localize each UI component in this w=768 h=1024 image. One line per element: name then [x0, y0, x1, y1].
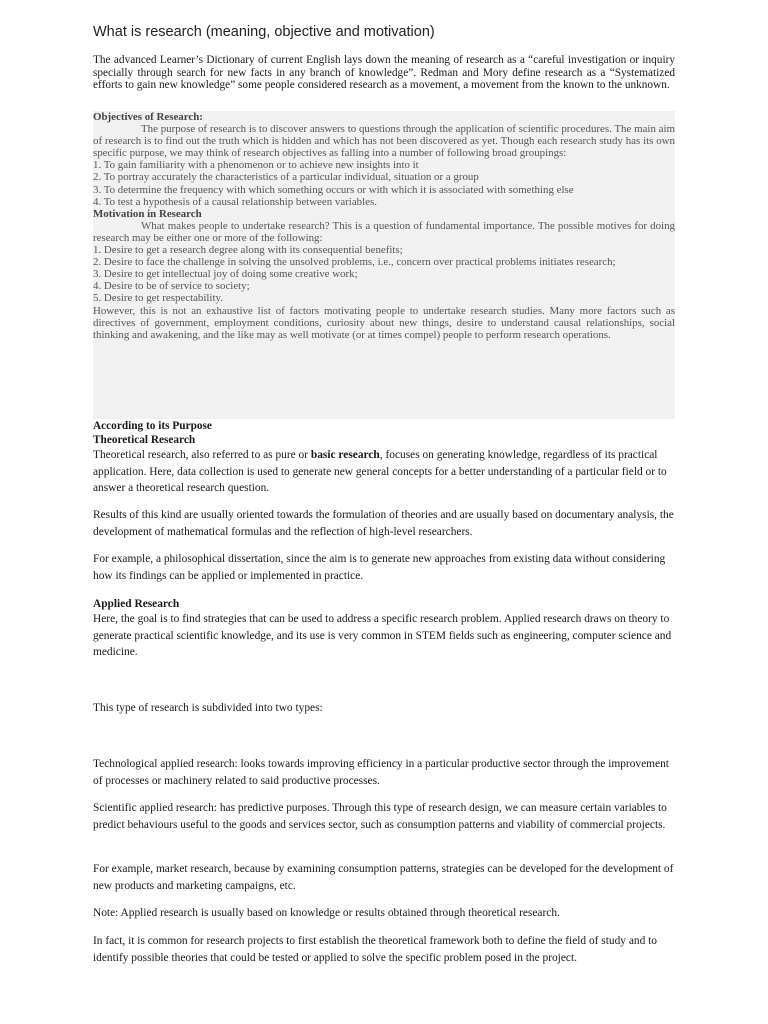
- purpose-section: [93, 420, 675, 447]
- applied-paragraph-4: Scientific applied research: has predictive purposes. Through this type of research design, we can measure certain variables to predict behaviours useful to the goods and services sector, such as consumption patterns and viability of commercial projects.: [93, 802, 667, 831]
- applied-paragraph-7: In fact, it is common for research projects to first establish the theoretical framework both to define the field of study and to identify possible theories that could be tested or applied to solve the specific problem posed in the project.: [93, 935, 657, 964]
- motivation-paragraph: What makes people to undertake research? This is a question of fundamental importance. The possible motives for doing research may be either one or more of the following:: [93, 219, 675, 244]
- theoretical-heading: Theoretical Research: [93, 433, 196, 446]
- page-title: What is research (meaning, objective and motivation): [93, 24, 435, 40]
- objective-item: 3. To determine the frequency with which something occurs or with which it is associated with something else: [93, 183, 574, 196]
- objectives-heading: Objectives of Research:: [93, 111, 203, 123]
- applied-heading: Applied Research: [93, 598, 180, 610]
- highlighted-block: [93, 111, 675, 419]
- purpose-heading: According to its Purpose: [93, 420, 212, 432]
- theoretical-paragraph-2: Results of this kind are usually oriented towards the formulation of theories and are usually based on documentary analysis, the development of mathematical formulas and the reflection of high-level researchers.: [93, 509, 674, 538]
- applied-paragraph-3: Technological applied research: looks towards improving efficiency in a particular productive sector through the improvement of processes or machinery related to said productive processes.: [93, 758, 669, 787]
- motivation-item: 1. Desire to get a research degree along with its consequential benefits;: [93, 244, 403, 257]
- applied-paragraph-2: This type of research is subdivided into two types:: [93, 702, 323, 714]
- objective-item: 1. To gain familiarity with a phenomenon or to achieve new insights into it: [93, 159, 419, 172]
- applied-paragraph-6: Note: Applied research is usually based on knowledge or results obtained through theoretical research.: [93, 907, 560, 919]
- motivation-item: 4. Desire to be of service to society;: [93, 280, 250, 293]
- motivation-heading: Motivation in Research: [93, 207, 202, 220]
- basic-research-term: basic research: [310, 449, 380, 461]
- intro-paragraph: The advanced Learner’s Dictionary of current English lays down the meaning of research as a “careful investigation or inquiry specially through search for new facts in any branch of knowledge”. Redman and Mory define research as a “Systematized efforts to gain new knowledge” some people considered research as a movement, a movement from the known to the unknown.: [93, 54, 675, 92]
- applied-paragraph-1: Here, the goal is to find strategies that can be used to address a specific research problem. Applied research draws on theory to generate practical scientific knowledge, and its use is very common in STEM fields such as engineering, computer science and medicine.: [93, 613, 672, 659]
- theoretical-paragraph-3: For example, a philosophical dissertation, since the aim is to generate new approaches from existing data without considering how its findings can be applied or implemented in practice.: [93, 553, 666, 582]
- objective-item: 4. To test a hypothesis of a causal relationship between variables.: [93, 195, 377, 208]
- motivation-item: 5. Desire to get respectability.: [93, 292, 223, 305]
- applied-paragraph-5: For example, market research, because by examining consumption patterns, strategies can be developed for the development of new products and marketing campaigns, etc.: [93, 863, 674, 892]
- objective-item: 2. To portray accurately the characteristics of a particular individual, situation or a group: [93, 171, 479, 184]
- motivation-item: 3. Desire to get intellectual joy of doing some creative work;: [93, 268, 358, 281]
- motivation-closing: However, this is not an exhaustive list of factors motivating people to undertake research studies. Many more factors such as directives of government, employment conditions, curiosity about new things, desire to understand causal relationships, social thinking and awakening, and the like may as well motivate (or at times compel) people to perform research operations.: [93, 304, 675, 341]
- theoretical-paragraph-1: Theoretical research, also referred to as pure or basic research, focuses on generating knowledge, regardless of its practical application. Here, data collection is used to generate new general concepts for a better understanding of a particular field or to answer a theoretical research question.: [93, 449, 667, 495]
- objectives-paragraph: The purpose of research is to discover answers to questions through the application of scientific procedures. The main aim of research is to find out the truth which is hidden and which has not been discovered as yet. Though each research study has its own specific purpose, we may think of research objectives as falling into a number of following broad groupings:: [93, 123, 675, 160]
- motivation-item: 2. Desire to face the challenge in solving the unsolved problems, i.e., concern over practical problems initiates research;: [93, 256, 616, 269]
